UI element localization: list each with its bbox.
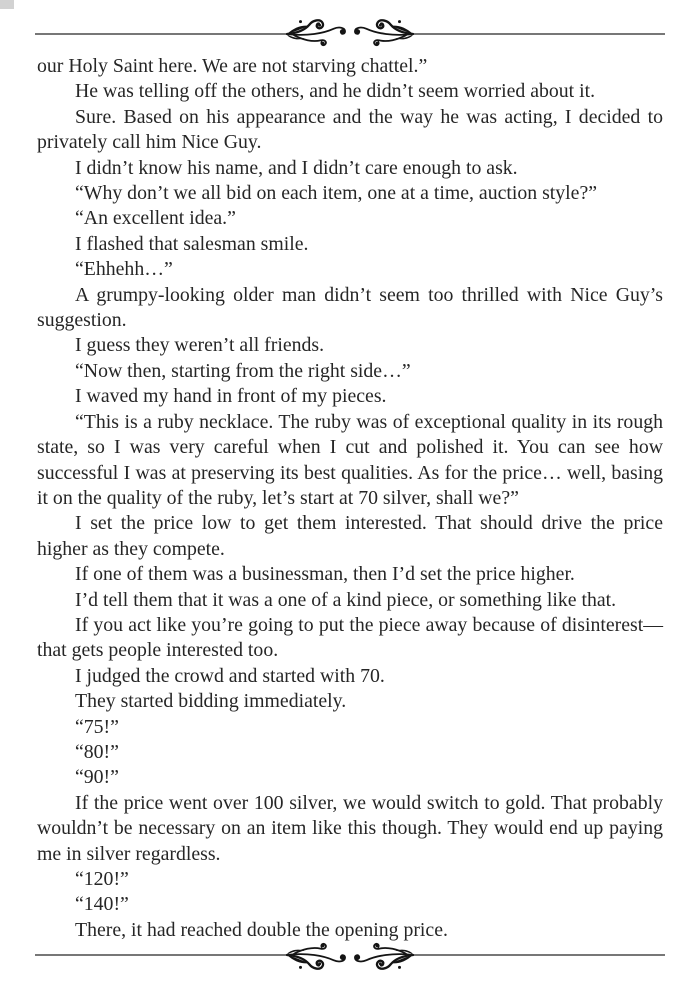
paragraph: There, it had reached double the opening price. (75, 918, 448, 941)
paragraph: I flashed that salesman smile. (75, 232, 309, 255)
paragraph: If one of them was a businessman, then I’d set the price higher. (75, 563, 575, 586)
paragraph: If the price went over 100 silver, we would switch to gold. That probably wouldn’t be necessary on an item like this though. They would end up paying me in silver regardless. (37, 791, 663, 865)
paragraph: “Now then, starting from the right side…” (75, 359, 411, 382)
paragraph: “90!” (75, 766, 119, 789)
page-text-block (37, 54, 663, 943)
paragraph: “This is a ruby necklace. The ruby was of exceptional quality in its rough state, so I was very careful when I cut and polished it. You can see how successful I was at preserving its best qualities. As for the price… well, basing it on the quality of the ruby, let’s start at 70 silver, shall we?” (37, 410, 663, 509)
fleuron-divider-icon (35, 935, 665, 975)
screen-corner-artifact (0, 0, 14, 9)
paragraph: I’d tell them that it was a one of a kind piece, or something like that. (75, 588, 617, 611)
paragraph: They started bidding immediately. (75, 690, 347, 713)
paragraph: A grumpy-looking older man didn’t seem too thrilled with Nice Guy’s suggestion. (37, 283, 663, 332)
fleuron-divider-icon (35, 14, 665, 54)
paragraph: our Holy Saint here. We are not starving chattel.” (37, 55, 428, 77)
paragraph: I waved my hand in front of my pieces. (75, 385, 387, 408)
paragraph: “Ehhehh…” (75, 258, 173, 281)
paragraph: I set the price low to get them interested. That should drive the price higher as they compete. (37, 512, 663, 560)
top-divider (35, 14, 665, 54)
paragraph: “140!” (75, 893, 129, 916)
paragraph: “Why don’t we all bid on each item, one at a time, auction style?” (75, 182, 598, 205)
paragraph: “80!” (75, 740, 119, 763)
paragraph: I judged the crowd and started with 70. (75, 664, 385, 687)
paragraph: If you act like you’re going to put the piece away because of disinterest—that gets people interested too. (37, 613, 663, 662)
paragraph: “120!” (75, 868, 129, 890)
bottom-divider (35, 935, 665, 975)
paragraph: I didn’t know his name, and I didn’t care enough to ask. (75, 156, 518, 179)
paragraph: Sure. Based on his appearance and the way he was acting, I decided to privately call him Nice Guy. (37, 105, 663, 154)
paragraph: “An excellent idea.” (75, 207, 236, 230)
paragraph: I guess they weren’t all friends. (75, 334, 325, 357)
paragraph: He was telling off the others, and he didn’t seem worried about it. (75, 80, 596, 103)
paragraph: “75!” (75, 715, 119, 738)
